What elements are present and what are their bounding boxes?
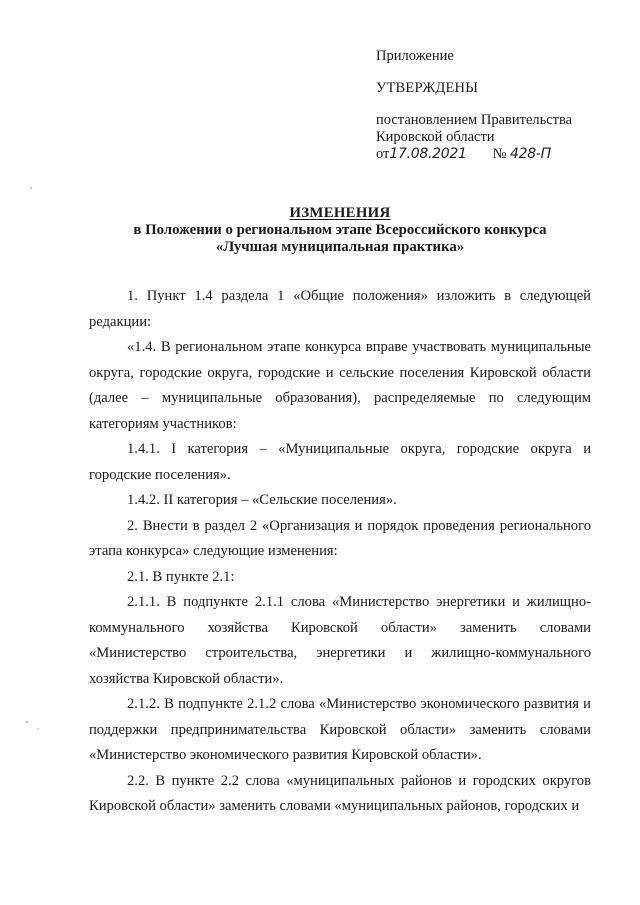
approved-label: УТВЕРЖДЕНЫ bbox=[376, 80, 479, 96]
heading-title: ИЗМЕНЕНИЯ bbox=[289, 205, 391, 221]
handwritten-date: 17.08.2021 bbox=[389, 146, 467, 162]
resolution-line-1: постановлением Правительства bbox=[376, 112, 573, 128]
handwritten-number: 428-П bbox=[510, 146, 551, 162]
document-body bbox=[89, 284, 591, 820]
heading-contest-name: «Лучшая муниципальная практика» bbox=[215, 239, 465, 255]
document-heading bbox=[80, 205, 600, 256]
paragraph-4: 1.4.2. II категория – «Сельские поселения». bbox=[127, 492, 397, 508]
paragraph-7: 2.1.1. В подпункте 2.1.1 слова «Министерство энергетики и жилищно-коммунального хозяйства Кировской области» заменить словами «Министерство строительства, энергетики и жилищно-коммунального хозяйства Кировской области». bbox=[89, 594, 591, 687]
appendix-label: Приложение bbox=[376, 48, 454, 64]
paragraph-1: 1. Пункт 1.4 раздела 1 «Общие положения» изложить в следующей редакции: bbox=[89, 288, 591, 330]
paragraph-3: 1.4.1. I категория – «Муниципальные округа, городские округа и городские поселения». bbox=[89, 441, 591, 483]
approval-block bbox=[376, 48, 616, 163]
paragraph-6: 2.1. В пункте 2.1: bbox=[127, 568, 235, 585]
resolution-line-2: Кировской области bbox=[376, 129, 495, 145]
paragraph-5: 2. Внести в раздел 2 «Организация и порядок проведения регионального этапа конкурса» следующие изменения: bbox=[89, 517, 591, 559]
number-prefix: № bbox=[492, 146, 507, 162]
paragraph-2: «1.4. В региональном этапе конкурса вправе участвовать муниципальные округа, городские округа, городские и сельские поселения Кировской области (далее – муниципальные образования), распределяемые по следующим категориям участников: bbox=[89, 339, 591, 432]
date-prefix: от bbox=[376, 146, 390, 162]
paragraph-9: 2.2. В пункте 2.2 слова «муниципальных районов и городских округов Кировской области» заменить словами «муниципальных районов, городских и bbox=[89, 772, 591, 814]
heading-subtitle: в Положении о региональном этапе Всероссийского конкурса bbox=[133, 222, 547, 238]
paragraph-8: 2.1.2. В подпункте 2.1.2 слова «Министерство экономического развития и поддержки предпринимательства Кировской области» заменить словами «Министерство экономического развития Кировской области». bbox=[89, 696, 591, 763]
date-number-row bbox=[376, 146, 616, 163]
